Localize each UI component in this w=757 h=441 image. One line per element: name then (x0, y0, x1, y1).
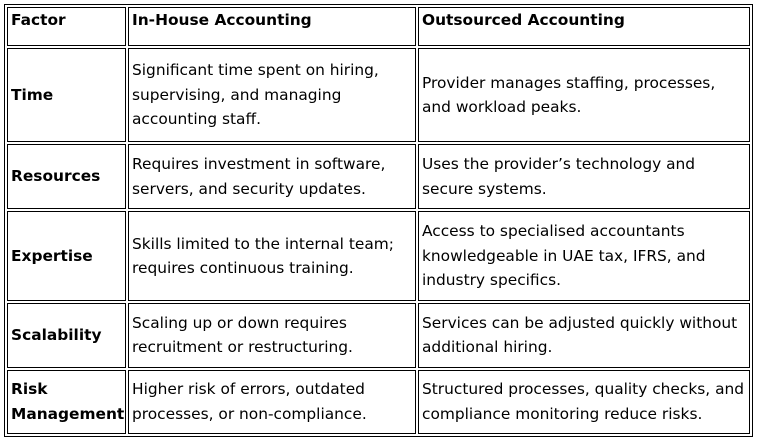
in-house-cell: Higher risk of errors, outdated processes, or non-compliance. (128, 370, 416, 434)
comparison-table-frame (4, 4, 753, 437)
outsourced-cell: Services can be adjusted quickly without additional hiring. (418, 303, 750, 368)
table-row (7, 144, 750, 209)
factor-cell: Time (7, 48, 126, 142)
in-house-cell: Requires investment in software, servers, and security updates. (128, 144, 416, 209)
in-house-cell: Scaling up or down requires recruitment or restructuring. (128, 303, 416, 368)
table-row (7, 370, 750, 434)
in-house-cell: Significant time spent on hiring, supervising, and managing accounting staff. (128, 48, 416, 142)
header-outsourced: Outsourced Accounting (418, 7, 750, 46)
outsourced-cell: Access to specialised accountants knowledgeable in UAE tax, IFRS, and industry specifics. (418, 211, 750, 301)
header-factor: Factor (7, 7, 126, 46)
table-row (7, 48, 750, 142)
factor-cell: Risk Management (7, 370, 126, 434)
header-in-house: In-House Accounting (128, 7, 416, 46)
outsourced-cell: Structured processes, quality checks, and compliance monitoring reduce risks. (418, 370, 750, 434)
factor-cell: Resources (7, 144, 126, 209)
table-row (7, 303, 750, 368)
outsourced-cell: Uses the provider’s technology and secure systems. (418, 144, 750, 209)
factor-cell: Scalability (7, 303, 126, 368)
outsourced-cell: Provider manages staffing, processes, and workload peaks. (418, 48, 750, 142)
factor-cell: Expertise (7, 211, 126, 301)
table-header-row (7, 7, 750, 46)
comparison-table (5, 5, 752, 436)
in-house-cell: Skills limited to the internal team; requires continuous training. (128, 211, 416, 301)
table-row (7, 211, 750, 301)
